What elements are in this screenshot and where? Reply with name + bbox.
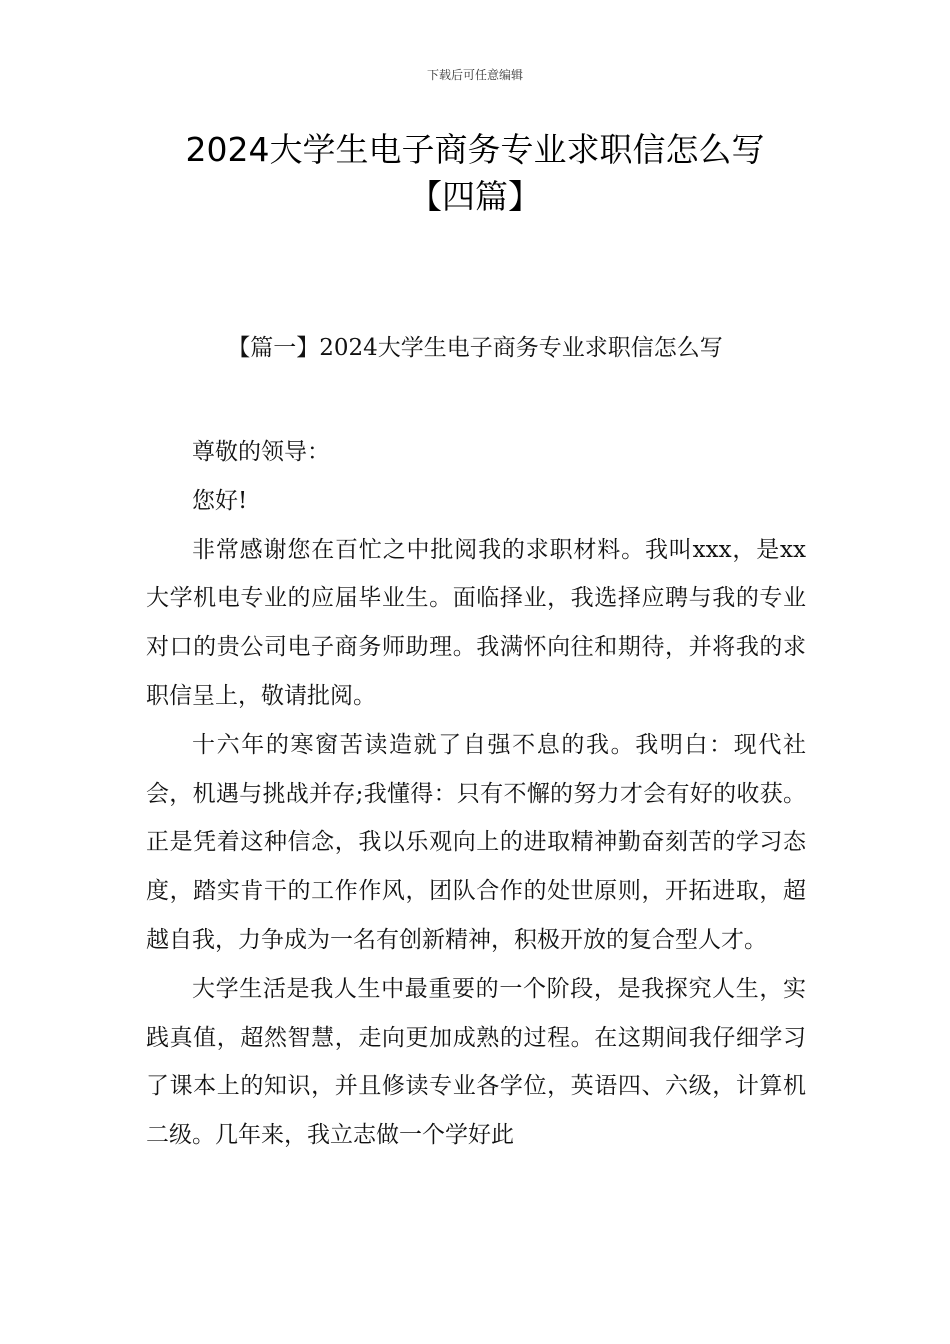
body-paragraph: 大学生活是我人生中最重要的一个阶段，是我探究人生，实践真值，超然智慧，走向更加成熟的过程。在这期间我仔细学习了课本上的知识，并且修读专业各学位，英语四、六级，计算机二级。几年来，我立志做一个学好此	[146, 975, 806, 1149]
section-heading: 【篇一】2024大学生电子商务专业求职信怎么写	[227, 335, 723, 361]
document-title-line-1: 2024大学生电子商务专业求职信怎么写	[185, 130, 765, 169]
letter-body	[146, 428, 806, 1160]
document-title-line-2: 【四篇】	[409, 177, 541, 216]
salutation: 尊敬的领导：	[192, 439, 330, 465]
body-paragraph: 非常感谢您在百忙之中批阅我的求职材料。我叫xxx，是xx大学机电专业的应届毕业生。面临择业，我选择应聘与我的专业对口的贵公司电子商务师助理。我满怀向往和期待，并将我的求职信呈上，敬请批阅。	[146, 536, 806, 709]
document-title	[60, 126, 890, 220]
body-paragraph: 十六年的寒窗苦读造就了自强不息的我。我明白：现代社会，机遇与挑战并存;我懂得：只有不懈的努力才会有好的收获。正是凭着这种信念，我以乐观向上的进取精神勤奋刻苦的学习态度，踏实肯干的工作作风，团队合作的处世原则，开拓进取，超越自我，力争成为一名有创新精神，积极开放的复合型人才。	[146, 731, 806, 953]
greeting: 您好!	[192, 487, 248, 514]
header-note: 下载后可任意编辑	[426, 68, 523, 82]
